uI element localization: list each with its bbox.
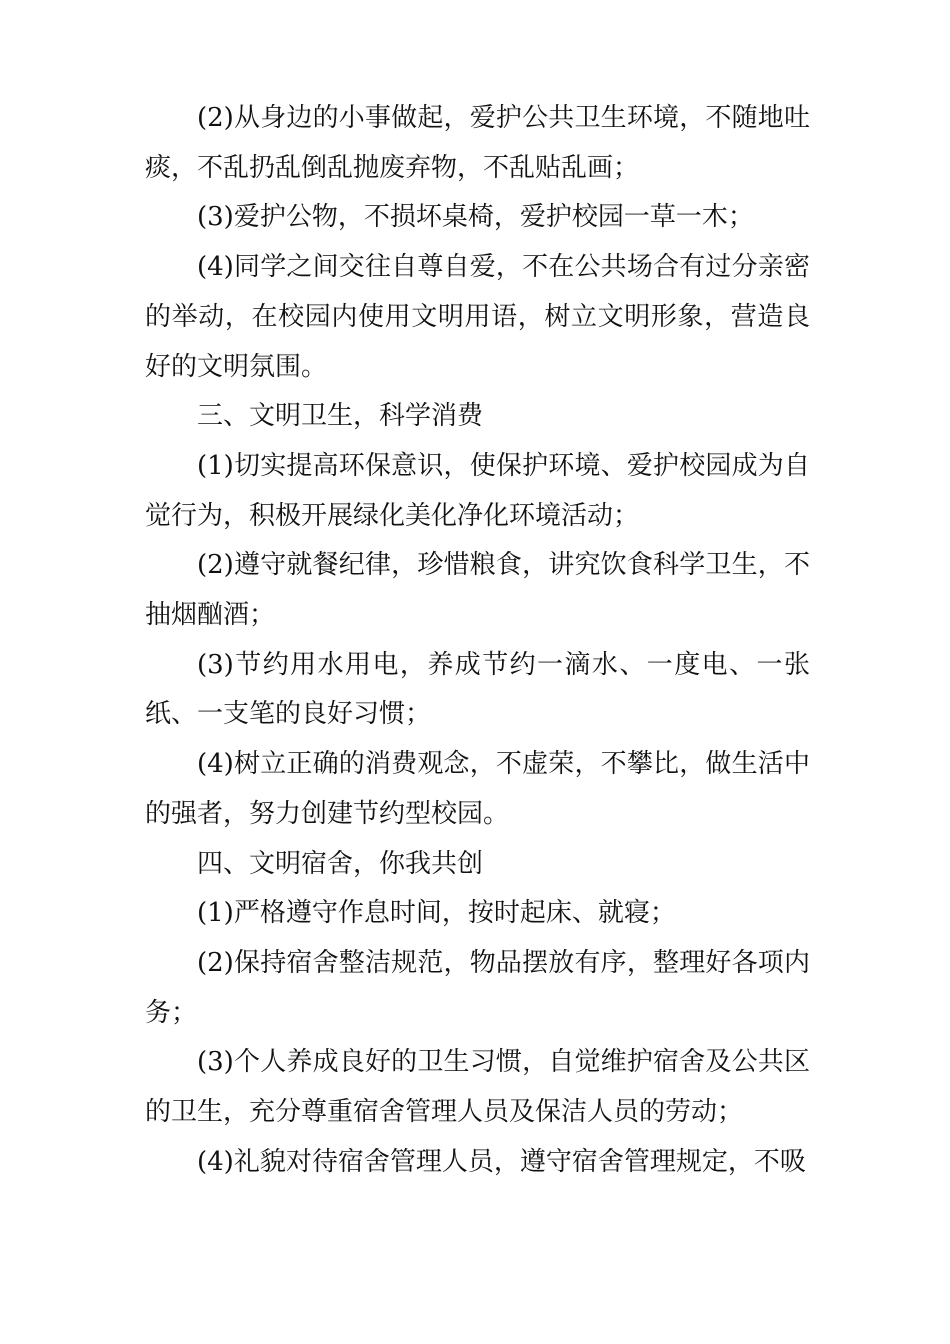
paragraph-item-1-environment: (1)切实提高环保意识，使保护环境、爱护校园成为自觉行为，积极开展绿化美化净化环境活动； (145, 450, 810, 531)
section-heading-3: 三、文明卫生，科学消费 (197, 401, 484, 432)
section-heading-4: 四、文明宿舍，你我共创 (197, 848, 484, 879)
paragraph-item-2-public-hygiene: (2)从身边的小事做起，爱护公共卫生环境，不随地吐痰，不乱扔乱倒乱抛废弃物，不乱贴乱画； (145, 103, 810, 183)
paragraph-item-4-consumption: (4)树立正确的消费观念，不虚荣，不攀比，做生活中的强者，努力创建节约型校园。 (145, 749, 810, 829)
paragraph-item-4-dorm-rules: (4)礼貌对待宿舍管理人员，遵守宿舍管理规定，不吸 (197, 1146, 806, 1177)
paragraph-item-2-dining: (2)遵守就餐纪律，珍惜粮食，讲究饮食科学卫生，不抽烟酗酒； (145, 550, 810, 631)
paragraph-item-3-saving: (3)节约用水用电，养成节约一滴水、一度电、一张纸、一支笔的良好习惯； (145, 649, 810, 730)
paragraph-item-3-personal-hygiene: (3)个人养成良好的卫生习惯，自觉维护宿舍及公共区的卫生，充分尊重宿舍管理人员及保洁人员的劳动； (145, 1047, 810, 1128)
paragraph-item-4-student-conduct: (4)同学之间交往自尊自爱，不在公共场合有过分亲密的举动，在校园内使用文明用语，树立文明形象，营造良好的文明氛围。 (145, 252, 810, 382)
document-body (145, 94, 810, 1187)
paragraph-item-3-protect-property: (3)爱护公物，不损坏桌椅，爱护校园一草一木； (197, 202, 754, 233)
paragraph-item-1-schedule: (1)严格遵守作息时间，按时起床、就寝； (197, 898, 676, 929)
paragraph-item-2-dorm-tidiness: (2)保持宿舍整洁规范，物品摆放有序，整理好各项内务； (145, 947, 810, 1028)
